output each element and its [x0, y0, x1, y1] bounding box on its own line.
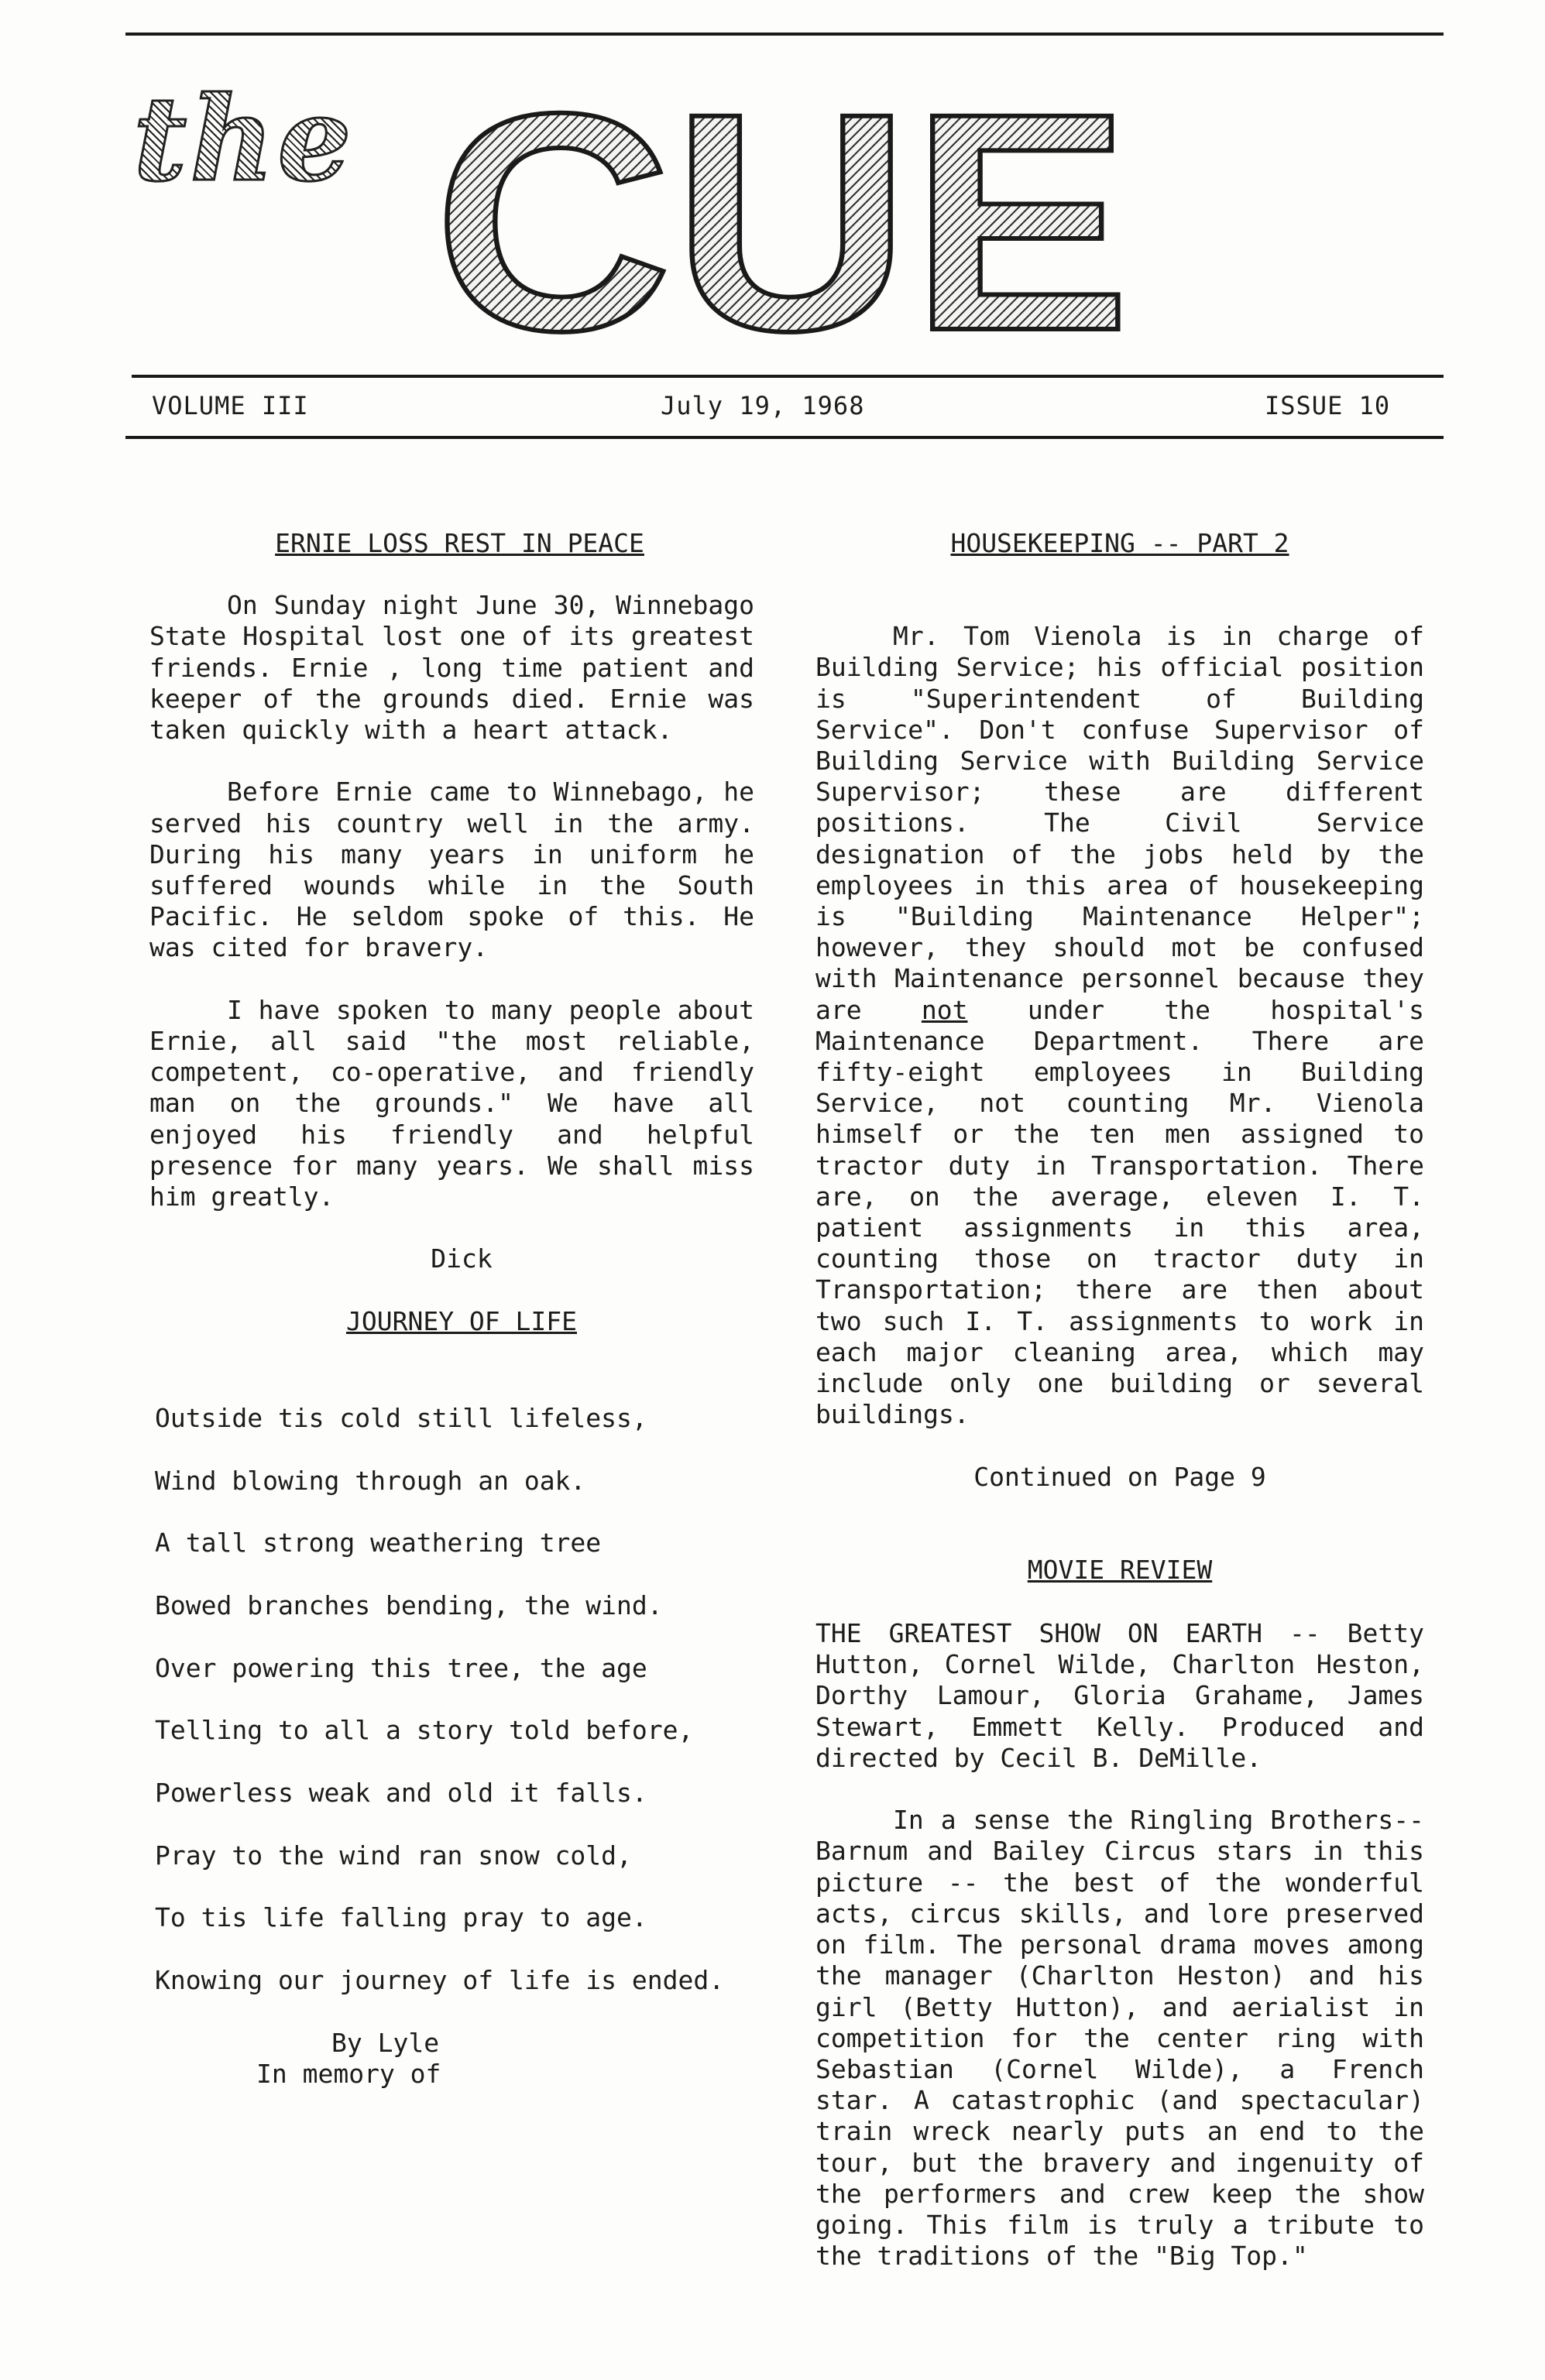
- masthead-title-logo: [418, 77, 1146, 356]
- masthead-bottom-rule: [132, 375, 1444, 378]
- movie-review-headline: MOVIE REVIEW: [1027, 1554, 1213, 1585]
- masthead-the: the: [133, 71, 355, 207]
- poem-line: A tall strong weathering tree: [155, 1528, 602, 1559]
- poem-line: Outside tis cold still lifeless,: [155, 1402, 647, 1433]
- poem-dedication: In memory of: [256, 2059, 441, 2090]
- issue-info-bottom-rule: [125, 436, 1444, 439]
- top-rule: [125, 33, 1444, 36]
- housekeeping-headline: HOUSEKEEPING -- PART 2: [950, 528, 1289, 558]
- poem-line: Powerless weak and old it falls.: [155, 1778, 647, 1809]
- right-column: [815, 528, 1424, 2303]
- housekeeping-text-part-2: under the hospital's Maintenance Department. There are fifty-eight employees in Building Service, not counting Mr. Vienola himself or the ten men assigned to tractor duty in Transportation. There are, on the average, eleven I. T. patient assignments in this area, counting those on tractor duty in Transportation; there are then about two such I. T. assignments to work in each major cleaning area, which may include only one building or several buildings.: [815, 994, 1425, 1430]
- poem-body: [149, 1403, 754, 1997]
- issue-date: July 19, 1968: [661, 391, 865, 420]
- poem-line: Telling to all a story told before,: [155, 1715, 694, 1746]
- movie-review-paragraph: In a sense the Ringling Brothers-- Barnum and Bailey Circus stars in this picture -- the best of the wonderful acts, circus skills, and lore preserved on film. The personal drama moves among the manager (Charlton Heston) and his girl (Betty Hutton), and aerialist in competition for the center ring with Sebastian (Cornel Wilde), a French star. A catastrophic (and spectacular) train wreck nearly puts an end to the tour, but the bravery and ingenuity of the performers and crew keep the show going. This film is truly a tribute to the traditions of the "Big Top.": [815, 1805, 1424, 2272]
- movie-review-credits: THE GREATEST SHOW ON EARTH -- Betty Hutton, Cornel Wilde, Charlton Heston, Dorthy Lamour, Gloria Grahame, James Stewart, Emmett Kelly. Produced and directed by Cecil B. DeMille.: [815, 1618, 1424, 1773]
- poem-headline: JOURNEY OF LIFE: [345, 1305, 577, 1336]
- housekeeping-underlined-word: not: [921, 994, 968, 1025]
- poem-line: Over powering this tree, the age: [155, 1652, 647, 1683]
- poem-line: Knowing our journey of life is ended.: [155, 1965, 725, 1996]
- poem-line: To tis life falling pray to age.: [155, 1902, 647, 1933]
- poem-line: Wind blowing through an oak.: [155, 1465, 586, 1496]
- housekeeping-paragraph: [815, 621, 1424, 1430]
- poem-byline: By Lyle: [331, 2027, 440, 2058]
- volume-label: VOLUME III: [152, 391, 309, 420]
- masthead-title: CUE: [434, 77, 1131, 356]
- poem-line: Pray to the wind ran snow cold,: [155, 1840, 632, 1871]
- issue-number: ISSUE 10: [1265, 391, 1391, 420]
- obituary-headline: ERNIE LOSS REST IN PEACE: [275, 528, 644, 558]
- obituary-paragraph-2: Before Ernie came to Winnebago, he served his country well in the army. During his many years in uniform he suffered wounds while in the South Pacific. He seldom spoke of this. He was cited for bravery.: [149, 777, 754, 963]
- left-column: [149, 528, 754, 2090]
- continued-notice: Continued on Page 9: [973, 1461, 1266, 1492]
- obituary-paragraph-1: On Sunday night June 30, Winnebago State Hospital lost one of its greatest friends. Ernie , long time patient and keeper of the grounds died. Ernie was taken quickly with a heart attack.: [149, 590, 754, 746]
- obituary-byline: Dick: [431, 1243, 493, 1274]
- obituary-paragraph-3: I have spoken to many people about Ernie, all said "the most reliable, competent, co-operative, and friendly man on the grounds." We have all enjoyed his friendly and helpful presence for many years. We shall miss him greatly.: [149, 994, 754, 1212]
- housekeeping-text-part-1: Mr. Tom Vienola is in charge of Building Service; his official position is "Superintendent of Building Service". Don't confuse Supervisor of Building Service with Building Service Supervisor; these are different positions. The Civil Service designation of the jobs held by the employees in this area of housekeeping is "Building Maintenance Helper"; however, they should mot be confused with Maintenance personnel because they are: [815, 621, 1424, 1025]
- poem-line: Bowed branches bending, the wind.: [155, 1590, 663, 1620]
